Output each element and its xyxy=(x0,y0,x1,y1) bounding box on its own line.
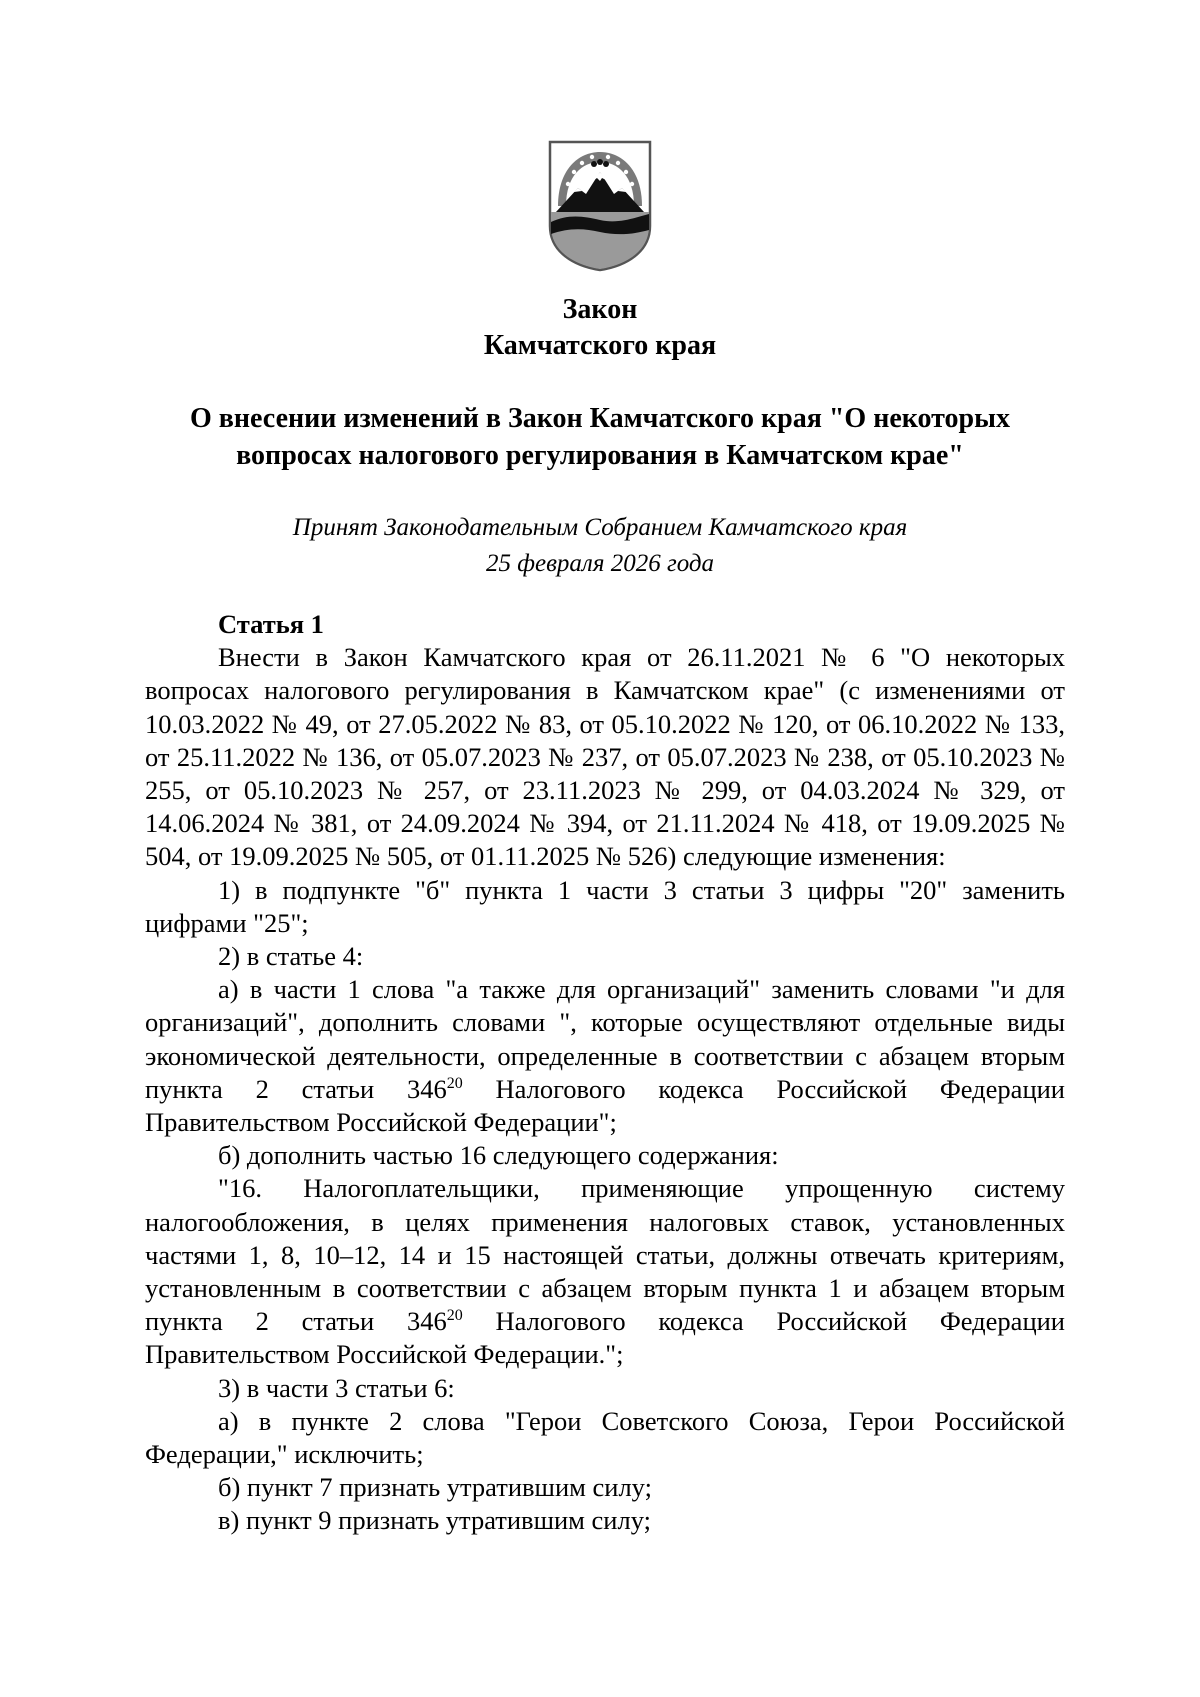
article-intro-paragraph: Внести в Закон Камчатского края от 26.11.2021 № 6 "О некоторых вопросах налогового регулирования в Камчатском крае" (с изменениями от 10.03.2022 № 49, от 27.05.2022 № 83, от 05.10.2022 № 120, от 06.10.2022 № 133, от 25.11.2022 № 136, от 05.07.2023 № 237, от 05.07.2023 № 238, от 05.10.2023 № 255, от 05.10.2023 № 257, от 23.11.2023 № 299, от 04.03.2024 № 329, от 14.06.2024 № 381, от 24.09.2024 № 394, от 21.11.2024 № 418, от 19.09.2025 № 504, от 19.09.2025 № 505, от 01.11.2025 № 526) следующие изменения: xyxy=(145,642,1065,872)
list-item-3: 3) в части 3 статьи 6: xyxy=(218,1372,455,1403)
list-item-3a: а) в пункте 2 слова "Герои Советского Союза, Герои Российской Федерации," исключить; xyxy=(145,1405,1065,1470)
adoption-note-line1: Принят Законодательным Собранием Камчатского края xyxy=(292,514,908,541)
document-subject-line1: О внесении изменений в Закон Камчатского края "О некоторых xyxy=(190,403,1010,434)
document-body xyxy=(145,608,1065,1538)
list-item-2b: б) дополнить частью 16 следующего содержания: xyxy=(218,1140,779,1171)
list-item-1: 1) в подпункте "б" пункта 1 части 3 статьи 3 цифры "20" заменить цифрами "25"; xyxy=(145,874,1065,938)
list-item-2: 2) в статье 4: xyxy=(218,941,364,972)
kamchatka-coat-of-arms-icon xyxy=(548,140,652,272)
quoted-part-16: "16. Налогоплательщики, применяющие упрощенную систему налогообложения, в целях применения налоговых ставок, установленных частями 1, 8, 10–12, 14 и 15 настоящей статьи, должны отвечать критериям, установленным в соответствии с абзацем вторым пункта 1 и абзацем вторым пункта 2 статьи $346^{20}$ Налогового кодекса Российской Федерации Правительством Российской Федерации."; xyxy=(145,1173,1065,1370)
list-item-3b: б) пункт 7 признать утратившим силу; xyxy=(218,1472,652,1503)
superscript-index: 20 xyxy=(446,1075,463,1093)
superscript-index: 20 xyxy=(446,1307,463,1325)
document-subject-line2: вопросах налогового регулирования в Камчатском крае" xyxy=(236,440,964,471)
list-item-2a: а) в части 1 слова "а также для организаций" заменить словами "и для организаций", дополнить словами ", которые осуществляют отдельные виды экономической деятельности, определенные в соответствии с абзацем вторым пункта 2 статьи $346^{20}$ Налогового кодекса Российской Федерации Правительством Российской Федерации"; xyxy=(145,974,1065,1138)
article-heading: Статья 1 xyxy=(218,609,324,639)
document-title-line1: Закон xyxy=(562,294,638,325)
adoption-date: 25 февраля 2026 года xyxy=(485,550,715,577)
document-title-line2: Камчатского края xyxy=(483,330,717,361)
list-item-3c: в) пункт 9 признать утратившим силу; xyxy=(218,1505,651,1536)
